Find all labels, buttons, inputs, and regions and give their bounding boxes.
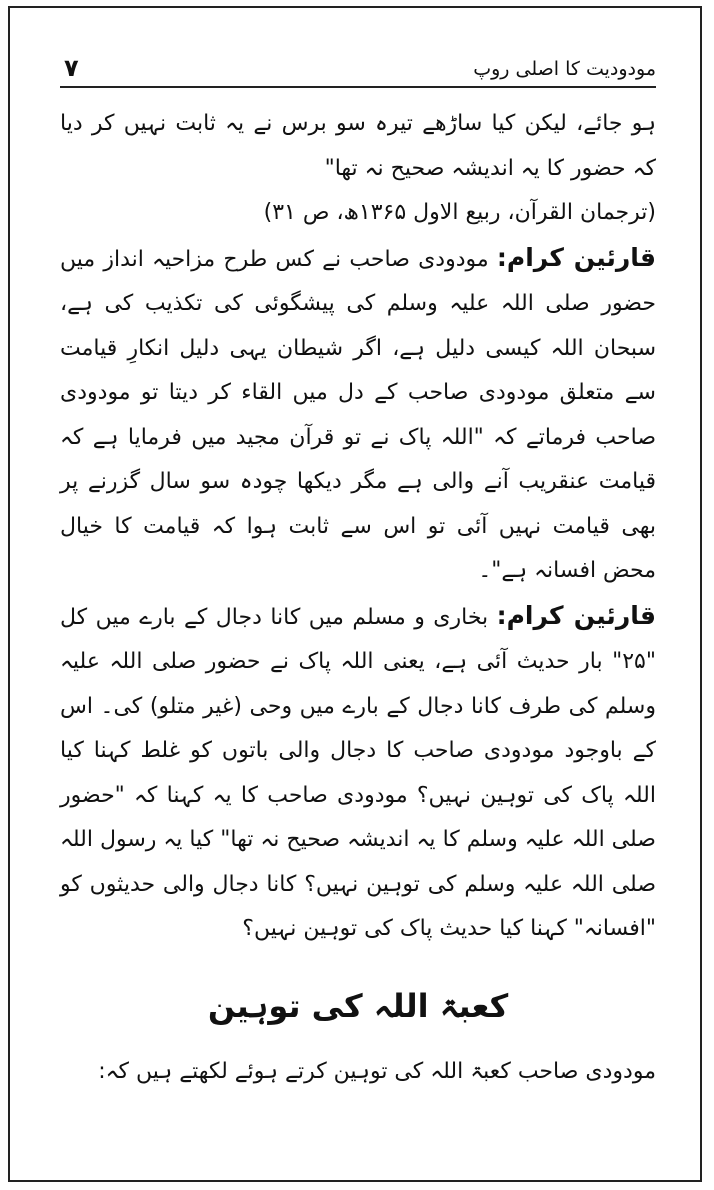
paragraph-readers-2 (60, 594, 656, 952)
paragraph-text: ہو جائے، لیکن کیا ساڑھے تیرہ سو برس نے یہ ثابت نہیں کر دیا کہ حضور کا یہ اندیشہ صحیح نہ تھا" (60, 111, 656, 181)
body-text (60, 102, 656, 952)
closing-line (60, 1050, 656, 1095)
book-page (60, 46, 656, 1094)
citation-text: (ترجمان القرآن، ربیع الاول ۱۳۶۵ھ، ص ۳۱) (263, 200, 656, 225)
running-title: مودودیت کا اصلی روپ (473, 58, 656, 80)
paragraph-text: بخاری و مسلم میں کانا دجال کے بارے میں کل "۲۵" بار حدیث آئی ہے، یعنی اللہ پاک نے حضور صلی اللہ علیہ وسلم کی طرف کانا دجال کے بارے میں وحی (غیر متلو) کی۔ اس کے باوجود مودودی صاحب کا دجال والی باتوں کو غلط کہنا کیا اللہ پاک کی توہین نہیں؟ مودودی صاحب کا یہ کہنا کہ "حضور صلی اللہ علیہ وسلم کا یہ اندیشہ صحیح نہ تھا" کیا یہ رسول اللہ صلی اللہ علیہ وسلم کی توہین نہیں؟ کانا دجال والی حدیثوں کو "افسانہ" کہنا کیا حدیث پاک کی توہین نہیں؟ (60, 604, 656, 941)
paragraph-lead: قارئین کرام: (496, 242, 656, 272)
page-number: ۷ (64, 54, 79, 82)
running-header (60, 46, 656, 88)
citation (60, 191, 656, 236)
paragraph-readers-1 (60, 236, 656, 594)
paragraph-continuation (60, 102, 656, 191)
paragraph-text: مودودی صاحب نے کس طرح مزاحیہ انداز میں حضور صلی اللہ علیہ وسلم کی پیشگوئی کی تکذیب کی ہے، سبحان اللہ کیسی دلیل ہے، اگر شیطان یہی دلیل انکارِ قیامت سے متعلق مودودی صاحب کے دل میں القاء کر دیتا تو مودودی صاحب فرماتے کہ "اللہ پاک نے تو قرآن مجید میں فرمایا ہے کہ قیامت عنقریب آنے والی ہے مگر دیکھا چودہ سو سال گزرنے پر بھی قیامت نہیں آئی تو اس سے ثابت ہوا کہ قیامت کا خیال محض افسانہ ہے"۔ (60, 246, 656, 583)
closing-text: مودودی صاحب کعبۃ اللہ کی توہین کرتے ہوئے لکھتے ہیں کہ: (98, 1058, 656, 1084)
section-heading: کعبۃ اللہ کی توہین (207, 986, 509, 1025)
paragraph-lead: قارئین کرام: (496, 600, 656, 630)
